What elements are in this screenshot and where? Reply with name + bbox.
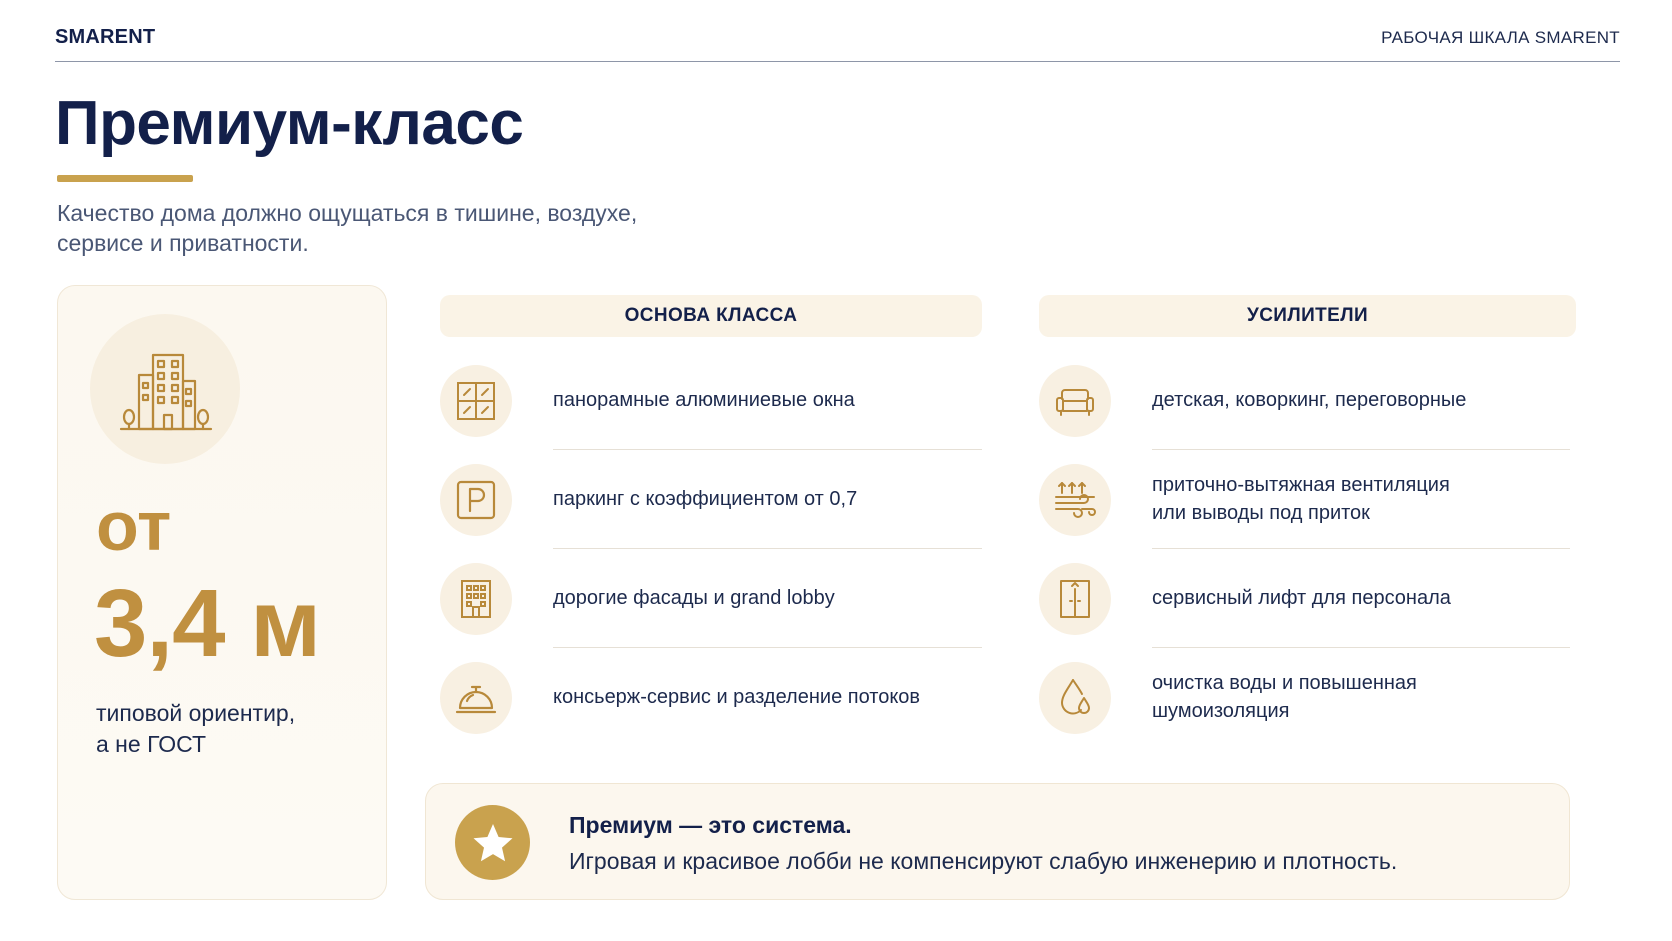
- ceiling-height-value: 3,4 м: [94, 570, 321, 677]
- list-item-line-1: сервисный лифт для персонала: [1152, 587, 1451, 609]
- list-item-line-1: приточно-вытяжная вентиляция: [1152, 474, 1450, 496]
- list-item-line-1: панорамные алюминиевые окна: [553, 389, 855, 411]
- summary-banner: [425, 783, 1570, 900]
- ceiling-height-note: [96, 698, 366, 760]
- sofa-icon: [1039, 365, 1111, 437]
- elevator-icon: [1039, 563, 1111, 635]
- list-item: [440, 548, 982, 646]
- note-line-1: типовой ориентир,: [96, 700, 296, 726]
- subtitle-line-2: сервисе и приватности.: [57, 230, 309, 256]
- list-item: [440, 449, 982, 547]
- header-scale-label: РАБОЧАЯ ШКАЛА SMARENT: [1381, 28, 1620, 47]
- list-item-text: [553, 548, 973, 648]
- list-item-text: [553, 350, 973, 450]
- list-item: [440, 350, 982, 448]
- list-item-text: [553, 449, 973, 549]
- list-item-line-2: шумоизоляция: [1152, 700, 1290, 722]
- list-item-line-2: или выводы под приток: [1152, 502, 1370, 524]
- list-item-line-1: паркинг с коэффициентом от 0,7: [553, 488, 858, 510]
- from-label: от: [96, 487, 172, 565]
- page-header: [55, 22, 1620, 62]
- list-item: [1039, 350, 1570, 448]
- ventilation-icon: [1039, 464, 1111, 536]
- ceiling-height-card: [57, 285, 387, 900]
- list-item-text: [1152, 647, 1572, 747]
- building-icon: [90, 314, 240, 464]
- list-item-line-1: дорогие фасады и grand lobby: [553, 587, 835, 609]
- list-item-line-1: очистка воды и повышенная: [1152, 672, 1417, 694]
- title-underline: [57, 175, 193, 182]
- banner-title: Премиум — это система.: [569, 812, 852, 838]
- list-item-line-1: детская, коворкинг, переговорные: [1152, 389, 1467, 411]
- list-item-text: [1152, 350, 1572, 450]
- list-item-text: [553, 647, 973, 747]
- concierge-bell-icon: [440, 662, 512, 734]
- star-icon: [455, 805, 530, 880]
- page-subtitle: [57, 198, 757, 258]
- list-item: [1039, 449, 1570, 547]
- brand-logo: SMARENT: [55, 26, 156, 48]
- page-title: Премиум-класс: [55, 89, 524, 158]
- base-column-header: ОСНОВА КЛАССА: [440, 295, 982, 337]
- list-item-text: [1152, 548, 1572, 648]
- list-item: [440, 647, 982, 745]
- window-icon: [440, 365, 512, 437]
- parking-icon: [440, 464, 512, 536]
- list-item: [1039, 548, 1570, 646]
- facade-icon: [440, 563, 512, 635]
- banner-text: Игровая и красивое лобби не компенсируют слабую инженерию и плотность.: [569, 848, 1398, 874]
- subtitle-line-1: Качество дома должно ощущаться в тишине, воздухе,: [57, 200, 638, 226]
- water-drop-icon: [1039, 662, 1111, 734]
- list-item-text: [1152, 449, 1572, 549]
- boost-column-header: УСИЛИТЕЛИ: [1039, 295, 1576, 337]
- note-line-2: а не ГОСТ: [96, 731, 207, 757]
- list-item: [1039, 647, 1570, 745]
- list-item-line-1: консьерж-сервис и разделение потоков: [553, 686, 921, 708]
